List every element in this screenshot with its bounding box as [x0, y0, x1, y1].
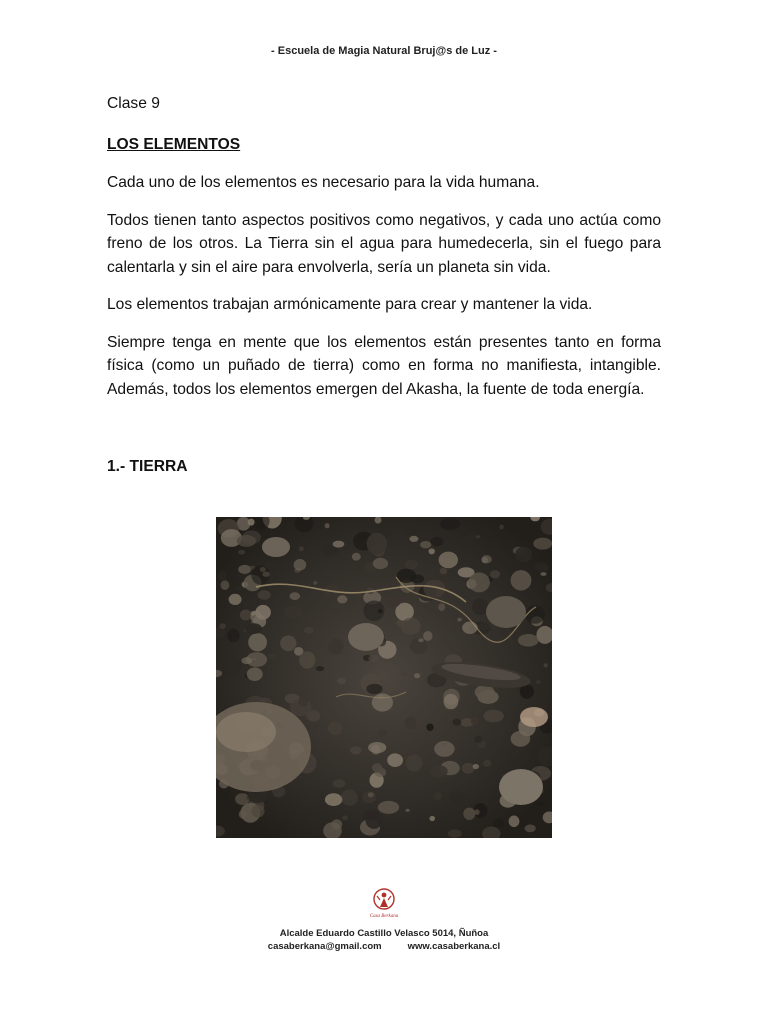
paragraph-1: Cada uno de los elementos es necesario para la vida humana. [107, 174, 540, 191]
page-header: - Escuela de Magia Natural Bruj@s de Luz - [271, 45, 497, 57]
footer-email[interactable]: casaberkana@gmail.com [267, 941, 382, 952]
class-label: Clase 9 [107, 95, 160, 112]
footer-website[interactable]: www.casaberkana.cl [407, 941, 501, 952]
soil-photo-graphic [216, 517, 552, 838]
document-body [107, 92, 661, 415]
footer-contact [0, 941, 768, 952]
subheading-tierra: 1.- TIERRA [107, 458, 188, 475]
soil-photo [216, 517, 552, 838]
paragraph-4: Siempre tenga en mente que los elementos están presentes tanto en forma física (como un puñado de tierra) como en forma no manifiesta, intangible. Además, todos los elementos emergen del Akasha, la fuente de toda energía. [107, 333, 661, 398]
casa-berkana-logo [366, 886, 402, 920]
paragraph-2: Todos tienen tanto aspectos positivos como negativos, y cada uno actúa como freno de los otros. La Tierra sin el agua para humedecerla, sin el fuego para calentarla y sin el aire para envolverla, sería un planeta sin vida. [107, 211, 661, 276]
paragraph-3: Los elementos trabajan armónicamente para crear y mantener la vida. [107, 296, 593, 313]
section-title: LOS ELEMENTOS [107, 135, 241, 153]
logo-text: Casa Berkana [369, 914, 399, 919]
logo-icon [366, 886, 402, 920]
footer-address: Alcalde Eduardo Castillo Velasco 5014, Ñuñoa [279, 928, 489, 939]
